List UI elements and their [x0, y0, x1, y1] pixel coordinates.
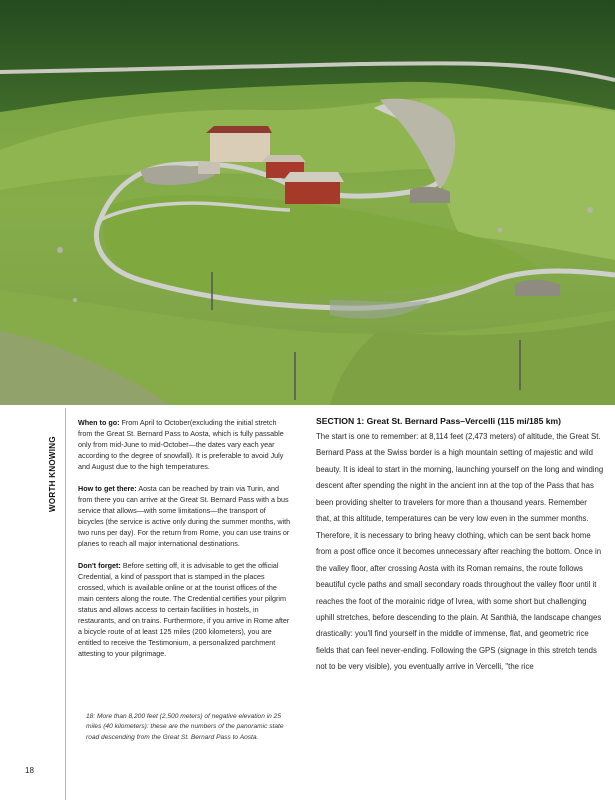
page-number: 18: [25, 766, 34, 775]
how-to-get-there-title: How to get there:: [78, 484, 137, 493]
when-to-go-text: From April to October(excluding the initial stretch from the Great St. Bernard Pass to Aosta, which is fully passable only from mid-June to mid-October—the dates vary each year according to the degree of snowfall). It is preferable to avoid July and August due to the high temperatures.: [78, 418, 284, 471]
dont-forget-paragraph: [78, 560, 292, 659]
photo-caption: 18: More than 8,200 feet (2,500 meters) of negative elevation in 25 miles (40 kilometers): these are the numbers of the panoramic state road descending from the Great St. Bernard Pass to Aosta.: [86, 713, 284, 741]
worth-knowing-column: [78, 417, 292, 670]
how-to-get-there-text: Aosta can be reached by train via Turin, and from there you can arrive at the Great St. Bernard Pass with a bus service that allows—with some limitations—the transport of bicycles (the service is active only during the summer months, with two runs per day). For the return from Rome, you can use trains or planes to reach all major international destinations.: [78, 484, 291, 548]
dont-forget-title: Don't forget:: [78, 561, 121, 570]
how-to-get-there-paragraph: [78, 483, 292, 549]
when-to-go-paragraph: [78, 417, 292, 472]
dont-forget-text: Before setting off, it is advisable to get the official Credential, a kind of passport that is stamped in the places crossed, which is available online or at the tourist offices of the main centers along the route. The Credential certifies your pilgrim status and allows access to certain facilities in hostels, in restaurants, and on trains. Furthermore, if you arrive in Rome after a bicycle route of at least 125 miles (200 kilometers), you are entitled to receive the Testimonium, a personalized parchment attesting to your pilgrimage.: [78, 561, 290, 658]
section-column: [316, 416, 604, 676]
column-divider: [65, 408, 66, 800]
section-body: The start is one to remember: at 8,114 feet (2,473 meters) of altitude, the Great St. Bernard Pass at the Swiss border is a high mountain setting of majestic and wild beauty. It is ideal to start in the morning, launching yourself on the long and winding descent after spending the night in the ancient inn at the top of the Pass that has been providing shelter to travelers for more than a thousand years. Remember that, at this altitude, temperatures can be very low even in the summer months. Therefore, it is necessary to bring heavy clothing, which can be sent back home from a post office once it becomes unnecessary after reaching the bottom. Once in the valley floor, after crossing Aosta with its Roman remains, the route follows beautiful cycle paths and small secondary roads throughout the valley floor until it reaches the foot of the morainic ridge of Ivrea, with some short but challenging uphill stretches, before descending to the plain. At Santhià, the landscape changes drastically: you'll find yourself in the middle of immense, flat, and geometric rice fields that can feel never-ending. Following the GPS (signage in this stretch tends not to be very visible), you eventually arrive in Vercelli, "the rice: [316, 432, 604, 672]
worth-knowing-label: WORTH KNOWING: [48, 436, 57, 512]
when-to-go-title: When to go:: [78, 418, 120, 427]
section-heading: SECTION 1: Great St. Bernard Pass–Vercelli (115 mi/185 km): [316, 416, 562, 426]
worth-knowing-sidebar-label: [48, 432, 66, 512]
